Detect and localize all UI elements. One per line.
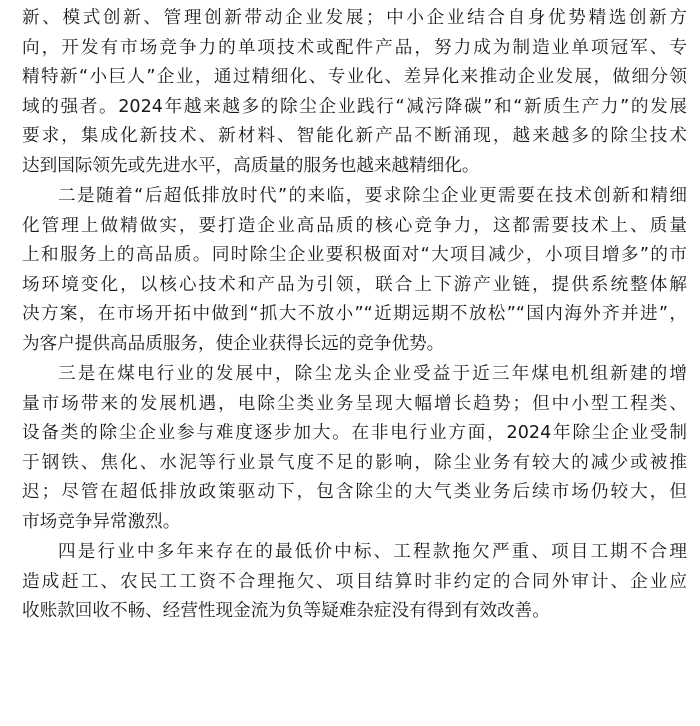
text-line: 场环境变化，以核心技术和产品为引领，联合上下游产业链，提供系统整体解 xyxy=(22,274,687,295)
paragraph-1 xyxy=(22,4,687,181)
text-line: 为客户提供高品质服务，使企业获得长远的竞争优势。 xyxy=(22,333,445,354)
text-line: 精特新“小巨人”企业，通过精细化、专业化、差异化来推动企业发展，做细分领 xyxy=(22,67,687,87)
text-line: 造成赶工、农民工工资不合理拖欠、项目结算时非约定的合同外审计、企业应 xyxy=(22,571,687,592)
text-line: 上和服务上的高品质。同时除尘企业要积极面对“大项目减少，小项目增多”的市 xyxy=(22,245,687,265)
text-line: 市场竞争异常激烈。 xyxy=(22,511,181,532)
paragraph-3 xyxy=(22,360,687,537)
text-line: 新、模式创新、管理创新带动企业发展；中小企业结合自身优势精选创新方 xyxy=(22,8,687,28)
text-line: 向，开发有市场竞争力的单项技术或配件产品，努力成为制造业单项冠军、专 xyxy=(22,37,687,58)
text-line: 于钢铁、焦化、水泥等行业景气度不足的影响，除尘业务有较大的减少或被推 xyxy=(22,452,687,473)
text-line: 达到国际领先或先进水平，高质量的服务也越来越精细化。 xyxy=(22,155,480,176)
text-line: 化管理上做精做实，要打造企业高品质的核心竞争力，这都需要技术上、质量 xyxy=(22,215,687,236)
text-line: 域的强者。2024年越来越多的除尘企业践行“减污降碳”和“新质生产力”的发展 xyxy=(22,96,687,117)
text-line: 迟；尽管在超低排放政策驱动下，包含除尘的大气类业务后续市场仍较大，但 xyxy=(22,482,687,502)
text-line: 决方案，在市场开拓中做到“抓大不放小”“近期远期不放松”“国内海外齐并进”， xyxy=(22,304,687,324)
paragraph-4 xyxy=(22,538,687,627)
text-line: 量市场带来的发展机遇，电除尘类业务呈现大幅增长趋势；但中小型工程类、 xyxy=(22,393,687,414)
text-line: 设备类的除尘企业参与难度逐步加大。在非电行业方面，2024年除尘企业受制 xyxy=(22,423,687,443)
text-line: 要求，集成化新技术、新材料、智能化新产品不断涌现，越来越多的除尘技术 xyxy=(22,126,687,146)
text-line: 二是随着“后超低排放时代”的来临，要求除尘企业更需要在技术创新和精细 xyxy=(58,186,687,206)
paragraph-2 xyxy=(22,182,687,359)
text-line: 四是行业中多年来存在的最低价中标、工程款拖欠严重、项目工期不合理 xyxy=(58,542,687,562)
text-line: 收账款回收不畅、经营性现金流为负等疑难杂症没有得到有效改善。 xyxy=(22,601,550,621)
text-line: 三是在煤电行业的发展中，除尘龙头企业受益于近三年煤电机组新建的增 xyxy=(58,364,687,384)
